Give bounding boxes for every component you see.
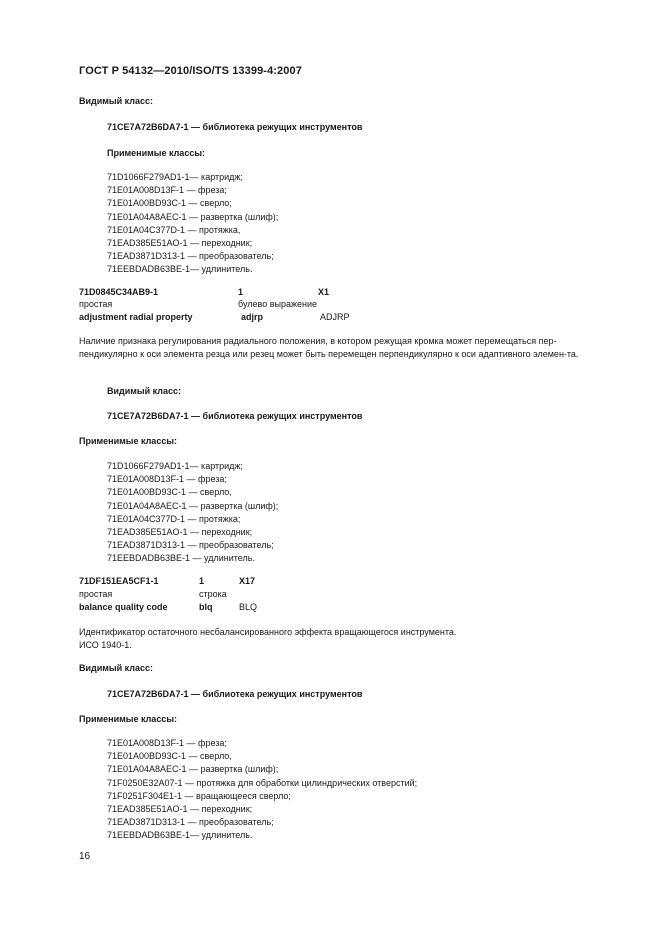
visible-class-value: 71CE7A72B6DA7-1 — библиотека режущих инструментов [107, 122, 363, 132]
applicable-classes-list [107, 460, 278, 566]
list-item: 71E01A04C377D-1 — протяжка, [107, 224, 241, 235]
visible-class-label: Видимый класс: [79, 96, 153, 106]
list-item: 71E01A04A8AEC-1 — развертка (шлиф); [107, 500, 279, 511]
property-name: adjustment radial property [79, 312, 193, 322]
property-version: 1 [199, 576, 205, 586]
list-item: 71F0251F304E1-1 — вращающееся сверло; [107, 790, 291, 801]
list-item: 71EEBDADB63BE-1— удлинитель. [107, 264, 253, 275]
visible-class-value: 71CE7A72B6DA7-1 — библиотека режущих инструментов [107, 411, 363, 421]
property-reference: ИСО 1940-1. [79, 640, 132, 650]
list-item: 71E01A008D13F-1 — фреза; [107, 185, 227, 196]
applicable-classes-list [107, 171, 278, 277]
list-item: 71E01A008D13F-1 — фреза; [107, 474, 227, 485]
visible-class-label: Видимый класс: [79, 663, 153, 673]
list-item: 71EAD385E51AO-1 — переходник; [107, 237, 253, 248]
list-item: 71EAD3871D313-1 — преобразователь; [107, 817, 274, 828]
property-short-name: blq [199, 602, 213, 612]
property-datatype: строка [199, 589, 227, 599]
visible-class-label: Видимый класс: [107, 386, 181, 396]
list-item: 71E01A00BD93C-1 — сверло, [107, 487, 232, 498]
list-item: 71EAD385E51AO-1 — переходник; [107, 526, 253, 537]
list-item: 71EEBDADB63BE-1 — удлинитель. [107, 553, 255, 564]
list-item: 71D1066F279AD1-1— картридж; [107, 461, 243, 471]
list-item: 71EAD3871D313-1 — преобразователь; [107, 251, 274, 262]
list-item: 71E01A04C377D-1 — протяжка; [107, 513, 241, 524]
list-item: 71EAD3871D313-1 — преобразователь; [107, 540, 274, 551]
property-revision: X17 [239, 576, 256, 586]
property-kind: простая [79, 589, 113, 599]
property-symbol: BLQ [239, 602, 258, 612]
property-name: balance quality code [79, 602, 168, 612]
list-item: 71EEBDADB63BE-1— удлинитель. [107, 830, 253, 841]
property-symbol: ADJRP [320, 312, 350, 322]
property-datatype: булево выражение [238, 299, 317, 309]
applicable-classes-list [107, 737, 417, 843]
property-definition: Идентификатор остаточного несбалансированного эффекта вращающегося инструмента. [79, 627, 457, 637]
applicable-classes-label: Применимые классы: [107, 148, 206, 158]
property-short-name: adjrp [241, 312, 264, 322]
list-item: 71F0250E32A07-1 — протяжка для обработки цилиндрических отверстий; [107, 777, 418, 788]
property-code: 71DF151EA5CF1-1 [79, 576, 159, 586]
applicable-classes-label: Применимые классы: [79, 436, 178, 446]
list-item: 71E01A04A8AEC-1 — развертка (шлиф); [107, 764, 279, 775]
list-item: 71E01A04A8AEC-1 — развертка (шлиф); [107, 211, 279, 222]
property-definition: Наличие признака регулирования радиального положения, в котором режущая кромка может перемещаться пер-пендикулярно к оси элемента резца или резец может быть перемещен перпендикулярно к оси адаптивного элемен-та. [79, 336, 579, 359]
visible-class-value: 71CE7A72B6DA7-1 — библиотека режущих инструментов [107, 689, 363, 699]
page-number: 16 [79, 851, 91, 862]
list-item: 71D1066F279AD1-1— картридж; [107, 172, 243, 182]
property-code: 71D0845C34AB9-1 [79, 287, 159, 297]
property-kind: простая [79, 299, 113, 309]
page-header: ГОСТ Р 54132—2010/ISO/TS 13399-4:2007 [79, 65, 302, 77]
list-item: 71EAD385E51AO-1 — переходник; [107, 803, 253, 814]
list-item: 71E01A00BD93C-1 — сверло; [107, 198, 232, 209]
property-version: 1 [238, 287, 244, 297]
list-item: 71E01A00BD93C-1 — сверло, [107, 751, 232, 762]
list-item: 71E01A008D13F-1 — фреза; [107, 738, 227, 748]
applicable-classes-label: Применимые классы: [79, 714, 178, 724]
property-revision: X1 [318, 287, 330, 297]
